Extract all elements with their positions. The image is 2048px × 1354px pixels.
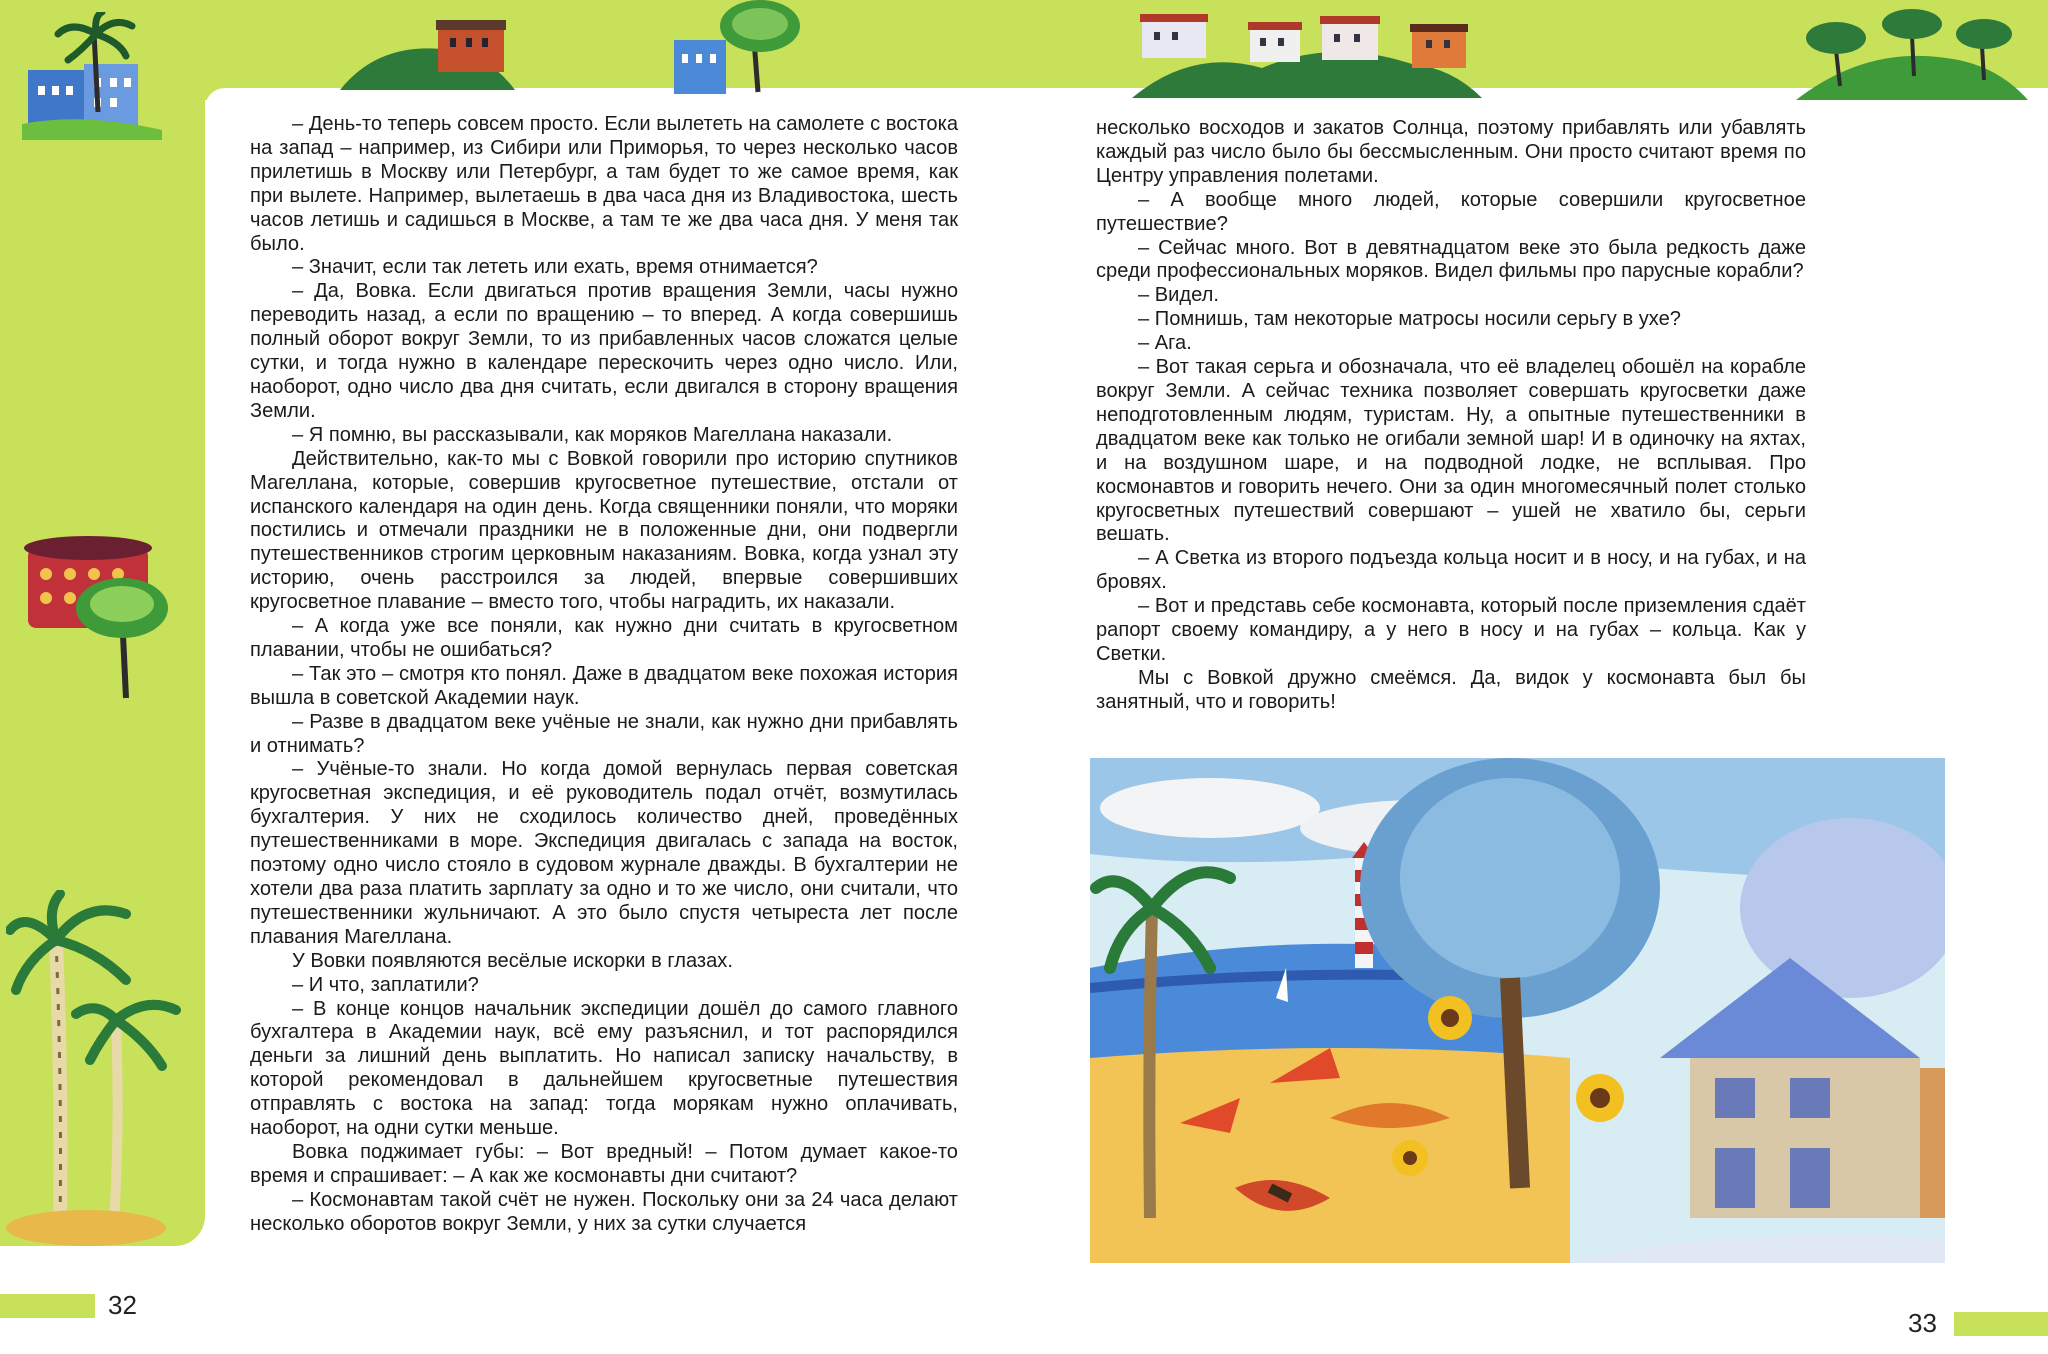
- paragraph: – Вот такая серьга и обозначала, что её владелец обошёл на корабле вокруг Земли. А сейчас техника позволяет совершать кругосветки даже неподготовленным людям, туристам. Ну, а опытные путешественники в двадцатом веке как только не огибали земной шар! И в одиночку на яхтах, и на воздушном шаре, и на подводной лодке, не всплывая. Про космонавтов и говорить нечего. Они за один многомесячный полет столько кругосветных путешествий совершают – ушей не хватило бы, серьги вешать.: [1096, 356, 1806, 546]
- page-number-bar-left: [0, 1294, 95, 1318]
- house-palm-illustration: [22, 12, 162, 140]
- hill-trees-illustration: [1796, 6, 2028, 100]
- paragraph: несколько восходов и закатов Солнца, поэтому прибавлять или убавлять каждый раз число было бы бессмысленным. Они просто считают время по Центру управления полетами.: [1096, 117, 1806, 187]
- page-number-bar-right: [1954, 1312, 2048, 1336]
- page-number-right: 33: [1908, 1308, 1937, 1338]
- tree-house-illustration: [668, 0, 808, 98]
- paragraph: У Вовки появляются весёлые искорки в глазах.: [292, 949, 733, 972]
- paragraph: – А когда уже все поняли, как нужно дни считать в кругосветном плавании, чтобы не ошибаться?: [250, 615, 958, 661]
- village-houses-illustration: [1132, 8, 1482, 98]
- paragraph: – Сейчас много. Вот в девятнадцатом веке это была редкость даже среди профессиональных моряков. Видел фильмы про парусные корабли?: [1096, 236, 1806, 283]
- paragraph: – А вообще много людей, которые совершили кругосветное путешествие?: [1096, 188, 1806, 235]
- paragraph: – Разве в двадцатом веке учёные не знали, как нужно дни прибавлять и отнимать?: [250, 710, 958, 757]
- paragraph: – Ага.: [1138, 332, 1192, 355]
- paragraph: – День-то теперь совсем просто. Если вылететь на самолете с востока на запад – например, из Сибири или Приморья, то через несколько часов прилетишь в Москву или Петербург, а там будет то же самое время, как при вылете. Например, вылетаешь в два часа дня из Владивостока, шесть часов летишь и садишься в Москве, а там те же два часа дня. У меня так было.: [250, 113, 958, 255]
- page-number-left: 32: [108, 1290, 137, 1320]
- paragraph: – Вот и представь себе космонавта, который после приземления сдаёт рапорт своему командиру, а у него в носу и на губах – кольца. Как у Светки.: [1096, 595, 1806, 665]
- paragraph: – А Светка из второго подъезда кольца носит и в носу, и на губах, и на бровях.: [1096, 547, 1806, 594]
- paragraph: Вовка поджимает губы: – Вот вредный! – Потом думает какое-то время и спрашивает: – А как же космонавты дни считают?: [250, 1140, 958, 1187]
- paragraph: – Космонавтам такой счёт не нужен. Поскольку они за 24 часа делают несколько оборотов вокруг Земли, у них за сутки случается: [250, 1188, 958, 1235]
- paragraph: Мы с Вовкой дружно смеёмся. Да, видок у космонавта был бы занятный, что и говорить!: [1096, 666, 1806, 713]
- paragraph: – Я помню, вы рассказывали, как моряков Магеллана наказали.: [292, 423, 893, 446]
- paragraph: – Видел.: [1138, 284, 1219, 307]
- palm-trees-illustration: [6, 890, 186, 1250]
- paragraph: – И что, заплатили?: [292, 973, 479, 996]
- top-green-band: [0, 0, 2048, 100]
- right-page-text: [1096, 117, 1806, 715]
- house-tree-illustration: [24, 534, 174, 704]
- beach-painting-illustration: [1090, 758, 1945, 1263]
- hill-house-illustration: [340, 20, 515, 90]
- paragraph: – В конце концов начальник экспедиции дошёл до самого главного бухгалтера в Академии наук, всё ему разъяснил, и тот распорядился деньги за лишний день выплатить. Но написал записку начальству, в которой рекомендовал в дальнейшем кругосветные путешествия отправлять с востока на запад: тогда морякам нужно оплачивать, наоборот, на одни сутки меньше.: [250, 997, 958, 1140]
- paragraph: – Учёные-то знали. Но когда домой вернулась первая советская кругосветная экспедиция, и её руководитель подал отчёт, возмутилась бухгалтерия. У них не сходилось количество дней, проведённых путешественниками в море. Экспедиция двигалась с запада на восток, поэтому одно число стояло в судовом журнале дважды. В бухгалтерии не хотели два раза платить зарплату за одно и то же число, они считали, что путешественники жульничают. А это было спустя четыреста лет после плавания Магеллана.: [250, 758, 958, 948]
- left-page-text: [250, 113, 958, 1237]
- paragraph: – Помнишь, там некоторые матросы носили серьгу в ухе?: [1138, 308, 1681, 331]
- paragraph: – Значит, если так лететь или ехать, время отнимается?: [292, 256, 818, 279]
- paragraph: Действительно, как-то мы с Вовкой говорили про историю спутников Магеллана, которые, совершив кругосветное путешествие, отстали от испанского календаря на один день. Когда священники поняли, что моряки постились и отмечали праздники не в положенные дни, они подвергли путешественников строгим церковным наказаниям. Вовка, когда узнал эту историю, очень расстроился за людей, впервые совершивших кругосветное плавание – вместо того, чтобы наградить, их наказали.: [250, 447, 958, 614]
- paragraph: – Да, Вовка. Если двигаться против вращения Земли, часы нужно переводить назад, а если по вращению – то вперед. А когда совершишь полный оборот вокруг Земли, то из прибавленных часов сложатся целые сутки, и тогда нужно в календаре перескочить через одно число. Или, наоборот, одно число два дня считать, если двигался в сторону вращения Земли.: [250, 280, 958, 422]
- paragraph: – Так это – смотря кто понял. Даже в двадцатом веке похожая история вышла в советской Академии наук.: [250, 662, 958, 709]
